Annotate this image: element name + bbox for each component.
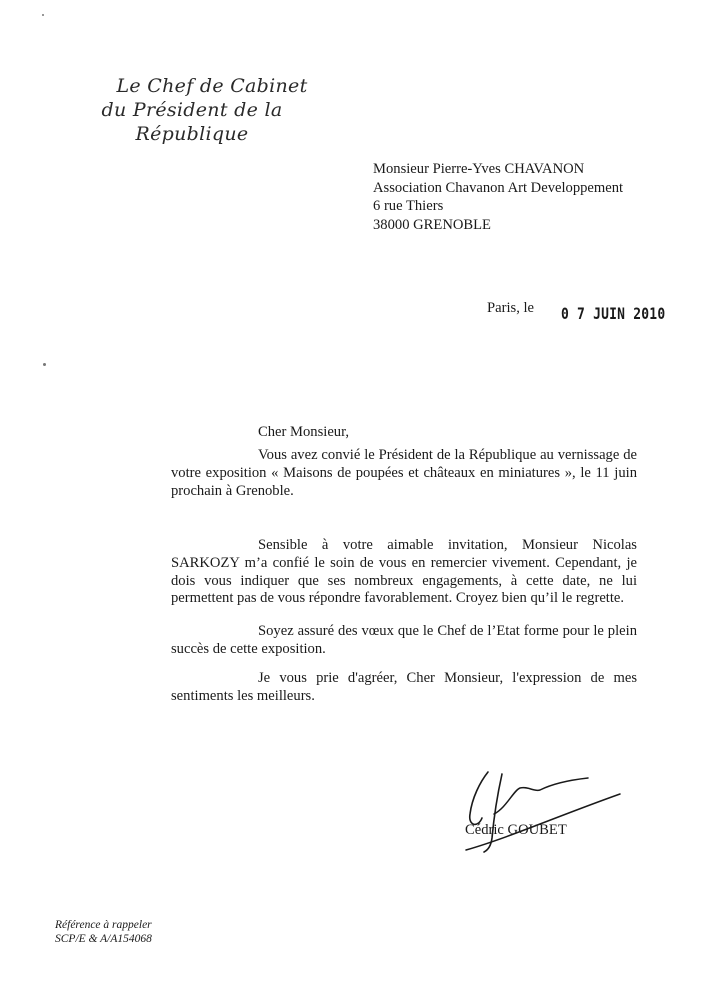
signature-drawing: [458, 768, 638, 858]
recipient-organization: Association Chavanon Art Developpement: [373, 179, 624, 196]
paragraph-closing: Je vous prie d'agréer, Cher Monsieur, l'expression de mes sentiments les meilleurs.: [171, 670, 637, 704]
reference-code: SCP/E & A/A154068: [55, 933, 152, 945]
reference-block: [55, 918, 152, 946]
paragraph-response: Sensible à votre aimable invitation, Monsieur Nicolas SARKOZY m’a confié le soin de vous en remercier vivement. Cependant, je dois vous indiquer que ses nombreux engagements, à cette date, ne lui permettent pas de vous répondre favorablement. Croyez bien qu’il le regrette.: [171, 537, 637, 607]
reference-label: Référence à rappeler: [55, 919, 152, 931]
recipient-name: Monsieur Pierre-Yves CHAVANON: [373, 161, 585, 177]
salutation: Cher Monsieur,: [258, 424, 350, 440]
letterhead-line-1: Le Chef de Cabinet: [116, 75, 308, 97]
date-stamp: 0 7 JUIN 2010: [561, 306, 666, 324]
paper-speck: [43, 363, 46, 366]
date-place: Paris, le: [487, 300, 535, 316]
recipient-city: 38000 GRENOBLE: [373, 216, 491, 233]
paragraph-wishes: Soyez assuré des vœux que le Chef de l’Etat forme pour le plein succès de cette exposition.: [171, 623, 637, 657]
recipient-street: 6 rue Thiers: [373, 198, 444, 215]
signer-name: Cédric GOUBET: [465, 822, 567, 838]
recipient-address: [373, 160, 623, 234]
letterhead-line-2: du Président de la République: [101, 99, 283, 145]
paragraph-invitation: Vous avez convié le Président de la République au vernissage de votre exposition « Maisons de poupées et châteaux en miniatures », le 11 juin prochain à Grenoble.: [171, 447, 637, 499]
date-line: [487, 300, 666, 324]
letterhead: [62, 74, 322, 146]
paper-speck: [42, 14, 44, 16]
handwritten-signature: [458, 768, 638, 858]
